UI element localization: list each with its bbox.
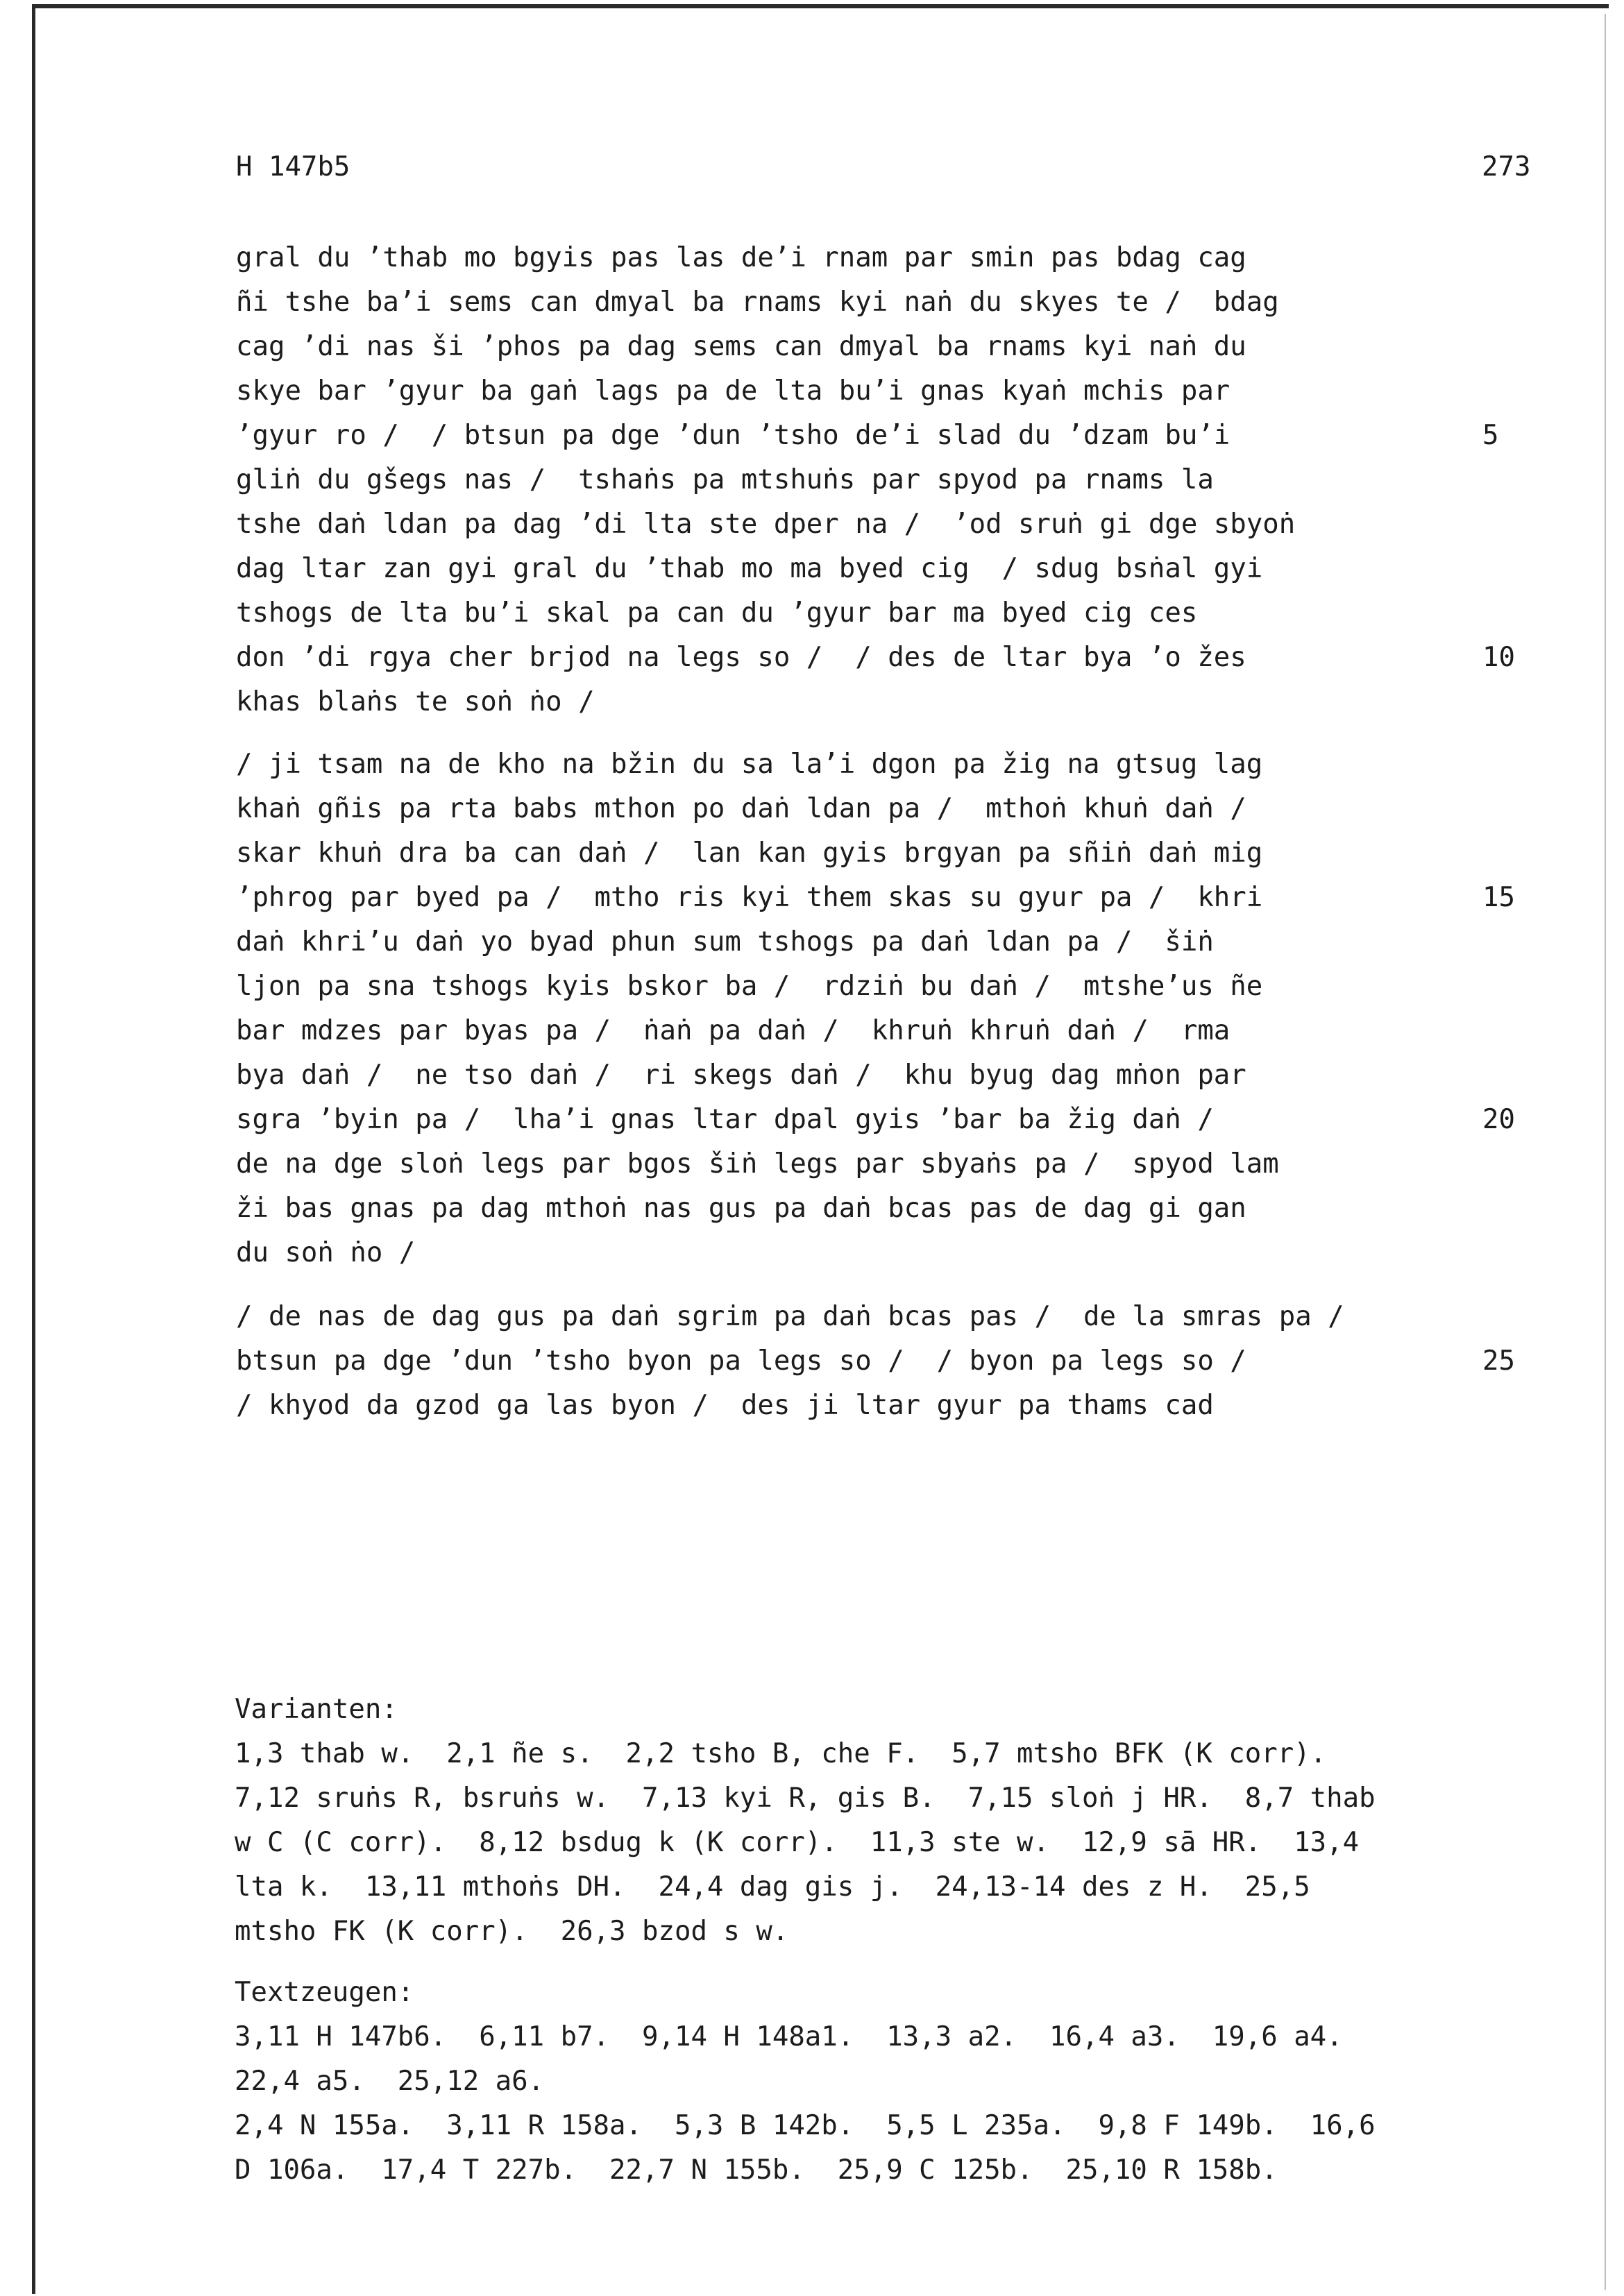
text-line: tshe daṅ ldan pa dag ’di lta ste dper na / ’od sruṅ gi dge sbyoṅ <box>236 509 1296 540</box>
text-line: dag ltar zan gyi gral du ’thab mo ma byed cig / sdug bsṅal gyi <box>236 553 1263 584</box>
folio-reference: H 147b5 <box>236 151 350 182</box>
page-left-edge <box>32 4 35 2294</box>
text-line: bya daṅ / ne tso daṅ / ri skegs daṅ / khu byug dag mṅon par <box>236 1060 1246 1091</box>
text-line: sgra ’byin pa / lha’i gnas ltar dpal gyis ’bar ba žig daṅ / <box>236 1104 1214 1135</box>
text-line: daṅ khri’u daṅ yo byad phun sum tshogs pa daṅ ldan pa / šiṅ <box>236 926 1214 958</box>
text-line: gral du ’thab mo bgyis pas las de’i rnam par smin pas bdag cag <box>236 242 1246 273</box>
variant-line: 7,12 sruṅs R, bsruṅs w. 7,13 kyi R, gis B. 7,15 sloṅ j HR. 8,7 thab <box>235 1783 1376 1814</box>
variant-line: 1,3 thab w. 2,1 ñe s. 2,2 tsho B, che F. 5,7 mtsho BFK (K corr). <box>235 1738 1327 1769</box>
variant-line: mtsho FK (K corr). 26,3 bzod s w. <box>235 1916 789 1947</box>
page-number: 273 <box>1482 151 1531 182</box>
text-line: / de nas de dag gus pa daṅ sgrim pa daṅ bcas pas / de la smras pa / <box>236 1301 1344 1332</box>
line-number: 15 <box>1482 882 1515 913</box>
text-line: du soṅ ṅo / <box>236 1237 416 1268</box>
line-number: 20 <box>1482 1104 1515 1135</box>
witness-line: 2,4 N 155a. 3,11 R 158a. 5,3 B 142b. 5,5 L 235a. 9,8 F 149b. 16,6 <box>235 2110 1376 2141</box>
variant-line: lta k. 13,11 mthoṅs DH. 24,4 dag gis j. 24,13-14 des z H. 25,5 <box>235 1871 1310 1903</box>
textzeugen-heading: Textzeugen: <box>235 1977 414 2008</box>
line-number: 5 <box>1482 420 1499 451</box>
text-line: khas blaṅs te soṅ ṅo / <box>236 686 595 717</box>
text-line: / khyod da gzod ga las byon / des ji ltar gyur pa thams cad <box>236 1390 1214 1421</box>
witness-line: 22,4 a5. 25,12 a6. <box>235 2066 545 2097</box>
text-line: ljon pa sna tshogs kyis bskor ba / rdziṅ bu daṅ / mtshe’us ñe <box>236 971 1263 1002</box>
text-line: khaṅ gñis pa rta babs mthon po daṅ ldan pa / mthoṅ khuṅ daṅ / <box>236 793 1246 824</box>
page-top-edge <box>33 4 1609 8</box>
text-line: skye bar ’gyur ba gaṅ lags pa de lta bu’i gnas kyaṅ mchis par <box>236 375 1230 407</box>
line-number: 10 <box>1482 642 1515 673</box>
text-line: gliṅ du gšegs nas / tshaṅs pa mtshuṅs par spyod pa rnams la <box>236 464 1214 495</box>
page-right-edge <box>1605 14 1606 2290</box>
text-line: skar khuṅ dra ba can daṅ / lan kan gyis brgyan pa sñiṅ daṅ mig <box>236 837 1263 869</box>
witness-line: D 106a. 17,4 T 227b. 22,7 N 155b. 25,9 C 125b. 25,10 R 158b. <box>235 2154 1278 2186</box>
text-line: ’phrog par byed pa / mtho ris kyi them skas su gyur pa / khri <box>236 882 1263 913</box>
varianten-heading: Varianten: <box>235 1694 398 1725</box>
text-line: btsun pa dge ’dun ’tsho byon pa legs so / / byon pa legs so / <box>236 1345 1246 1377</box>
text-line: ’gyur ro / / btsun pa dge ’dun ’tsho de’i slad du ’dzam bu’i <box>236 420 1230 451</box>
text-line: cag ’di nas ši ’phos pa dag sems can dmyal ba rnams kyi naṅ du <box>236 331 1246 362</box>
text-line: ñi tshe ba’i sems can dmyal ba rnams kyi naṅ du skyes te / bdag <box>236 287 1279 318</box>
text-line: de na dge sloṅ legs par bgos šiṅ legs par sbyaṅs pa / spyod lam <box>236 1148 1279 1180</box>
text-line: bar mdzes par byas pa / ṅaṅ pa daṅ / khruṅ khruṅ daṅ / rma <box>236 1015 1230 1046</box>
variant-line: w C (C corr). 8,12 bsdug k (K corr). 11,3 ste w. 12,9 sā HR. 13,4 <box>235 1827 1360 1858</box>
text-line: / ji tsam na de kho na bžin du sa la’i dgon pa žig na gtsug lag <box>236 749 1263 780</box>
text-line: don ’di rgya cher brjod na legs so / / des de ltar bya ’o žes <box>236 642 1246 673</box>
line-number: 25 <box>1482 1345 1515 1377</box>
text-line: ži bas gnas pa dag mthoṅ nas gus pa daṅ bcas pas de dag gi gan <box>236 1193 1246 1224</box>
text-line: tshogs de lta bu’i skal pa can du ’gyur bar ma byed cig ces <box>236 597 1198 629</box>
witness-line: 3,11 H 147b6. 6,11 b7. 9,14 H 148a1. 13,3 a2. 16,4 a3. 19,6 a4. <box>235 2021 1343 2052</box>
